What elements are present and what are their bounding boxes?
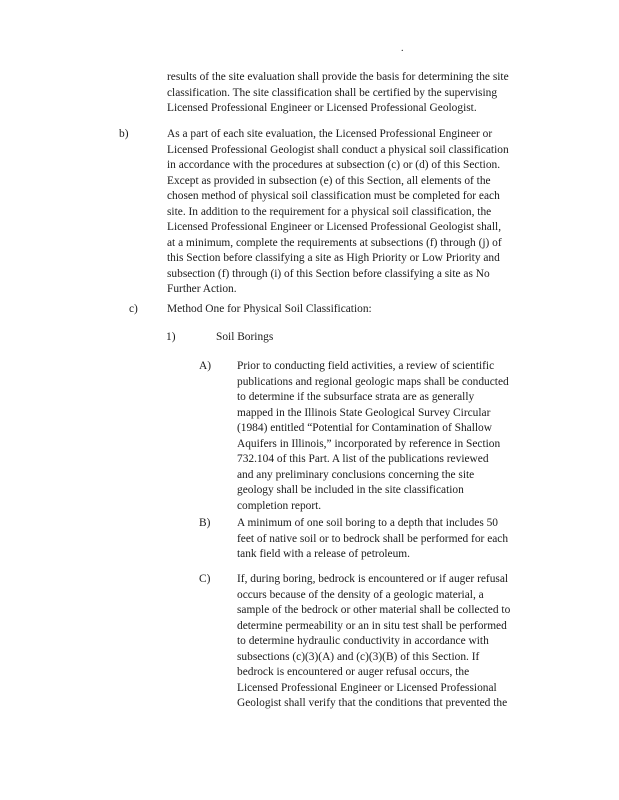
text-line: Geologist shall verify that the conditions that prevented the [237,697,508,709]
text-line: geology shall be included in the site classification [237,484,464,496]
text-line: 732.104 of this Part. A list of the publications reviewed [237,453,489,465]
sub-a-label: A) [199,360,212,372]
text-line: If, during boring, bedrock is encountered or if auger refusal [237,573,509,585]
text-line: Licensed Professional Engineer or Licensed Professional Geologist. [167,102,477,114]
page-mark: . [401,43,404,54]
text-line: sample of the bedrock or other material shall be collected to [237,604,511,616]
text-line: Licensed Professional Geologist shall conduct a physical soil classification [167,143,509,156]
text-line: mapped in the Illinois State Geological Survey Circular [237,406,491,419]
text-line: site. In addition to the requirement for a physical soil classification, the [167,205,492,218]
text-line: completion report. [237,499,322,512]
text-line: in accordance with the procedures at subsection (c) or (d) of this Section. [167,159,501,171]
text-line: publications and regional geologic maps shall be conducted [237,375,509,388]
text-line: tank field with a release of petroleum. [237,548,411,560]
text-line: to determine hydraulic conductivity in accordance with [237,635,489,647]
text-line: subsections (c)(3)(A) and (c)(3)(B) of this Section. If [237,650,480,663]
text-line: feet of native soil or to bedrock shall be performed for each [237,532,509,545]
text-line: As a part of each site evaluation, the Licensed Professional Engineer or [167,128,493,140]
section-c-title [167,302,372,318]
text-line: Licensed Professional Engineer or Licensed Professional [237,681,497,694]
text-line: A minimum of one soil boring to a depth that includes 50 [237,517,499,529]
text-line: results of the site evaluation shall provide the basis for determining the site [167,71,509,83]
sub-b-paragraph [237,516,508,563]
text-line: Except as provided in subsection (e) of this Section, all elements of the [167,174,491,187]
text-line: to determine if the subsurface strata are as generally [237,391,475,403]
sub-c-label: C) [199,573,211,585]
text-line: Prior to conducting field activities, a review of scientific [237,360,495,372]
intro-paragraph [167,70,509,117]
section-b-label: b) [119,128,129,140]
item-1-title [216,330,273,346]
sub-a-paragraph [237,359,509,514]
text-line: at a minimum, complete the requirements at subsections (f) through (j) of [167,236,502,249]
section-c-label: c) [129,303,138,315]
sub-b-label: B) [199,517,211,529]
text-line: this Section before classifying a site as High Priority or Low Priority and [167,252,500,264]
text-line: determine permeability or an in situ test shall be performed [237,619,507,632]
section-b-paragraph [167,127,509,298]
sub-c-paragraph [237,572,510,712]
text-line: Further Action. [167,283,237,295]
text-line: bedrock is encountered or auger refusal occurs, the [237,666,470,678]
text-line: Method One for Physical Soil Classification: [167,303,372,315]
text-line: occurs because of the density of a geologic material, a [237,588,484,601]
text-line: subsection (f) through (i) of this Section before classifying a site as No [167,267,490,280]
text-line: and any preliminary conclusions concerning the site [237,468,475,481]
item-1-label: 1) [166,331,176,343]
text-line: chosen method of physical soil classification must be completed for each [167,190,500,202]
text-line: (1984) entitled “Potential for Contamination of Shallow [237,422,492,434]
text-line: classification. The site classification shall be certified by the supervising [167,86,498,99]
text-line: Aquifers in Illinois,” incorporated by reference in Section [237,437,501,450]
text-line: Licensed Professional Engineer or Licensed Professional Geologist shall, [167,221,502,233]
text-line: Soil Borings [216,331,274,343]
